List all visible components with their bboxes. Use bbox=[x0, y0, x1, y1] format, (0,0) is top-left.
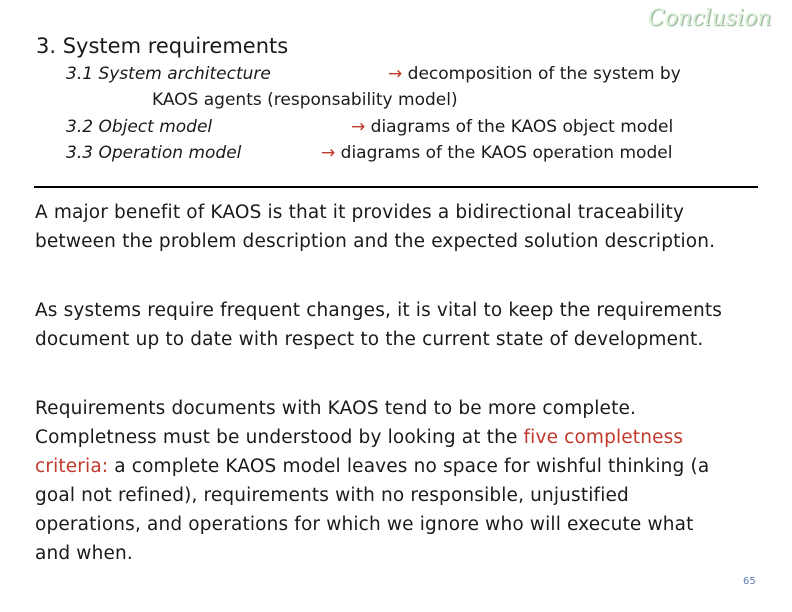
paragraph-line: between the problem description and the expected solution description. bbox=[35, 231, 716, 252]
item-label-object-model: 3.2 Object model bbox=[66, 117, 213, 137]
item-desc-text: diagrams of the KAOS operation model bbox=[340, 143, 673, 163]
paragraph-line: Requirements documents with KAOS tend to be more complete. bbox=[35, 398, 637, 419]
paragraph-line: A major benefit of KAOS is that it provides a bidirectional traceability bbox=[35, 202, 685, 223]
item-label-operation-model: 3.3 Operation model bbox=[66, 143, 242, 163]
paragraph-text: Completness must be understood by looking at the bbox=[35, 427, 524, 448]
item-label-architecture: 3.1 System architecture bbox=[66, 64, 271, 84]
paragraph-completeness bbox=[35, 394, 709, 568]
item-desc-operation-model bbox=[321, 143, 672, 163]
paragraph-line: and when. bbox=[35, 543, 133, 564]
arrow-icon: → bbox=[388, 64, 403, 84]
arrow-icon: → bbox=[351, 117, 366, 137]
page-number: 65 bbox=[743, 576, 756, 587]
section-heading: 3. System requirements bbox=[36, 34, 289, 58]
item-desc-text: decomposition of the system by bbox=[407, 64, 681, 84]
paragraph-traceability bbox=[35, 198, 715, 256]
slide-title: Conclusion bbox=[648, 6, 772, 31]
paragraph-line: document up to date with respect to the current state of development. bbox=[35, 329, 704, 350]
highlighted-text: criteria: bbox=[35, 456, 109, 477]
item-desc-architecture bbox=[388, 64, 681, 84]
item-desc-text: diagrams of the KAOS object model bbox=[370, 117, 674, 137]
paragraph-line bbox=[35, 423, 709, 452]
paragraph-text: a complete KAOS model leaves no space for wishful thinking (a bbox=[108, 456, 710, 477]
highlighted-text: five completness bbox=[523, 427, 684, 448]
item-desc-architecture-cont: KAOS agents (responsability model) bbox=[152, 90, 458, 110]
item-desc-object-model bbox=[351, 117, 673, 137]
paragraph-changes bbox=[35, 296, 722, 354]
paragraph-line bbox=[35, 452, 709, 481]
divider-rule bbox=[34, 186, 758, 188]
paragraph-line: operations, and operations for which we ignore who will execute what bbox=[35, 514, 694, 535]
arrow-icon: → bbox=[321, 143, 336, 163]
paragraph-line: As systems require frequent changes, it is vital to keep the requirements bbox=[35, 300, 723, 321]
paragraph-line: goal not refined), requirements with no responsible, unjustified bbox=[35, 485, 629, 506]
